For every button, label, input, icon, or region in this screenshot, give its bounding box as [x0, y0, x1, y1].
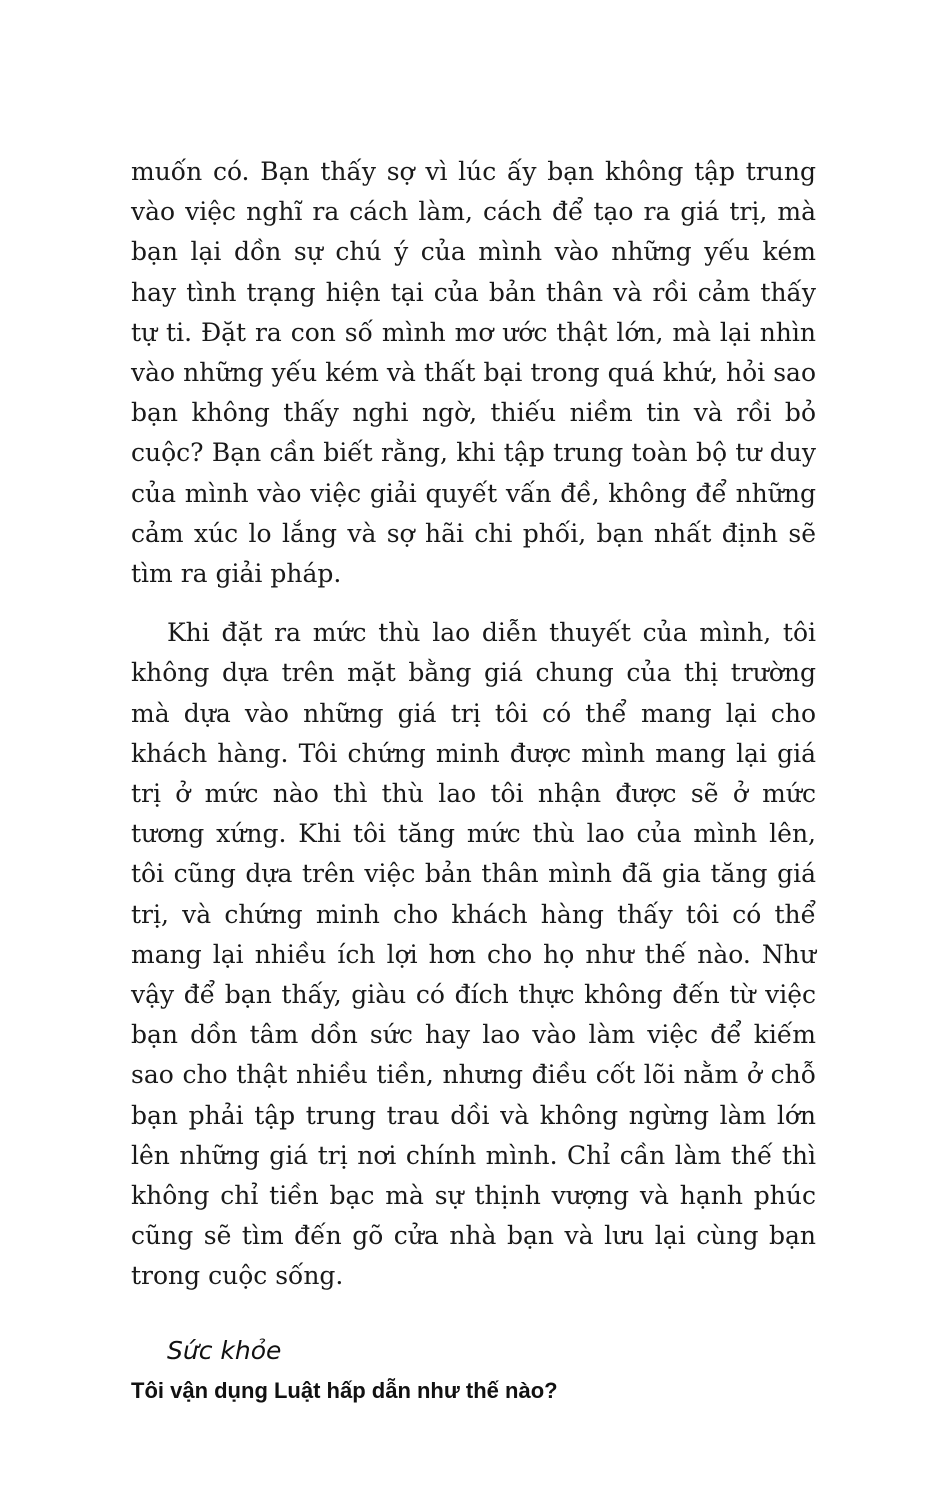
section-heading: Sức khỏe — [167, 1335, 282, 1365]
body-paragraph-2: Khi đặt ra mức thù lao diễn thuyết của mình, tôi không dựa trên mặt bằng giá chung của thị trường mà dựa vào những giá trị tôi có thể mang lại cho khách hàng. Tôi chứng minh được mình mang lại giá trị ở mức nào thì thù lao tôi nhận được sẽ ở mức tương xứng. Khi tôi tăng mức thù lao của mình lên, tôi cũng dựa trên việc bản thân mình đã gia tăng giá trị, và chứng minh cho khách hàng thấy tôi có thể mang lại nhiều ích lợi hơn cho họ như thế nào. Như vậy để bạn thấy, giàu có đích thực không đến từ việc bạn dồn tâm dồn sức hay lao vào làm việc để kiếm sao cho thật nhiều tiền, nhưng điều cốt lõi nằm ở chỗ bạn phải tập trung trau dồi và không ngừng làm lớn lên những giá trị nơi chính mình. Chỉ cần làm thế thì không chỉ tiền bạc mà sự thịnh vượng và hạnh phúc cũng sẽ tìm đến gõ cửa nhà bạn và lưu lại cùng bạn trong cuộc sống. — [131, 618, 816, 1291]
page-content — [131, 152, 816, 1407]
body-paragraph-1: muốn có. Bạn thấy sợ vì lúc ấy bạn không tập trung vào việc nghĩ ra cách làm, cách để tạo ra giá trị, mà bạn lại dồn sự chú ý của mình vào những yếu kém hay tình trạng hiện tại của bản thân và rồi cảm thấy tự ti. Đặt ra con số mình mơ ước thật lớn, mà lại nhìn vào những yếu kém và thất bại trong quá khứ, hỏi sao bạn không thấy nghi ngờ, thiếu niềm tin và rồi bỏ cuộc? Bạn cần biết rằng, khi tập trung toàn bộ tư duy của mình vào việc giải quyết vấn đề, không để những cảm xúc lo lắng và sợ hãi chi phối, bạn nhất định sẽ tìm ra giải pháp. — [131, 157, 816, 589]
question-heading: Tôi vận dụng Luật hấp dẫn như thế nào? — [131, 1377, 558, 1403]
